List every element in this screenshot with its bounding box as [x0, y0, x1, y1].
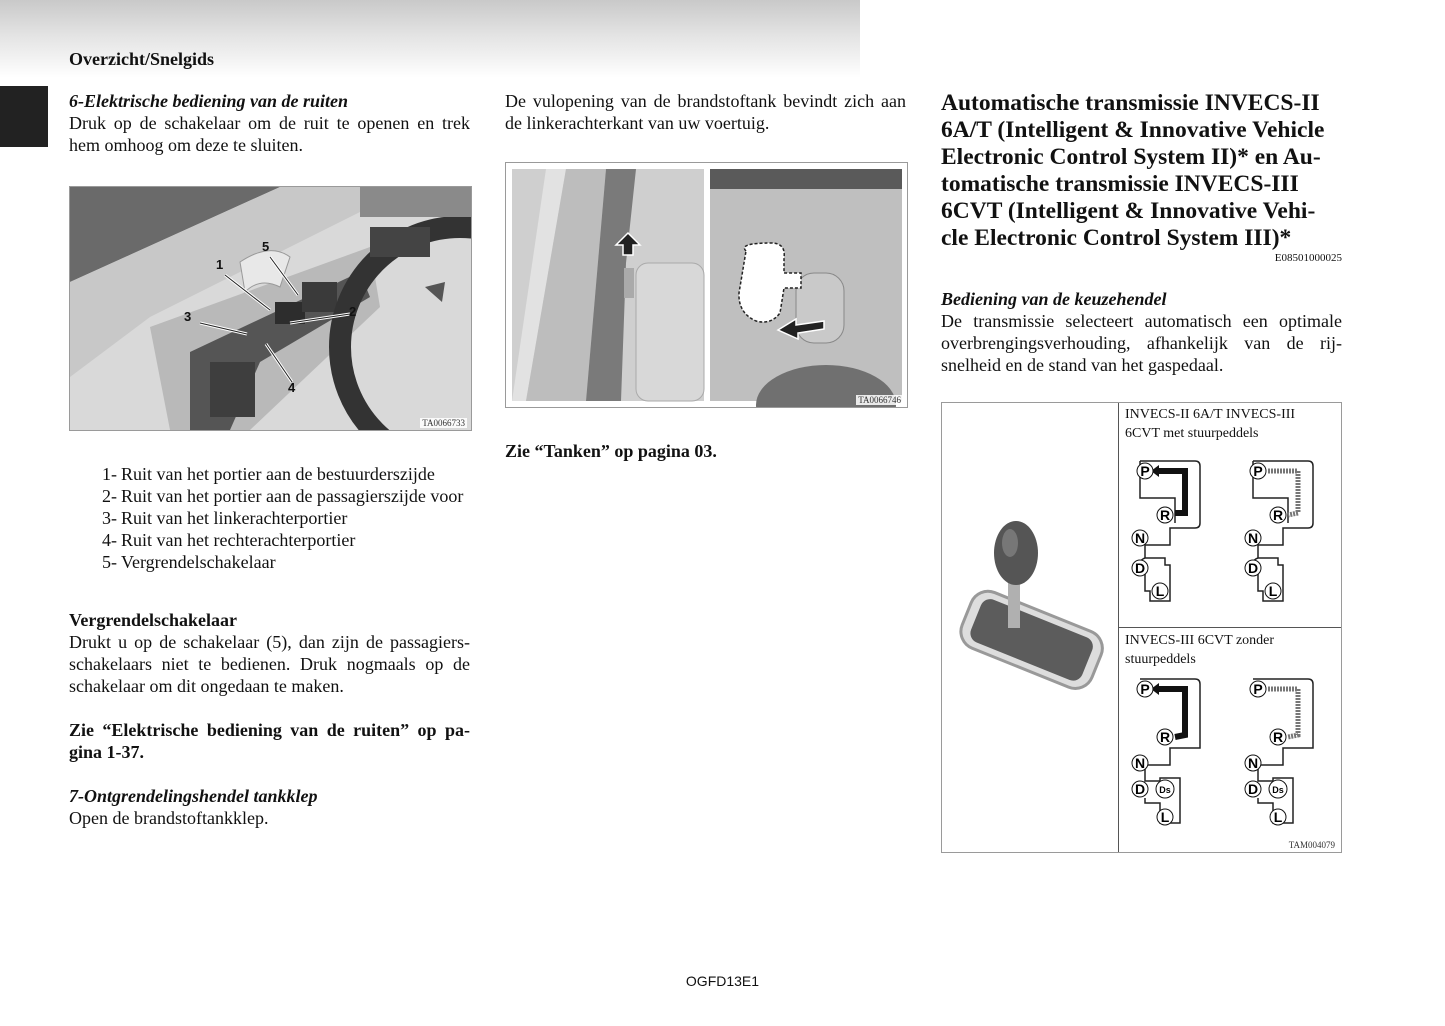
svg-text:D: D: [1247, 781, 1259, 797]
fuel-release-text: Open de brandstoftankklep.: [69, 808, 269, 828]
svg-text:D: D: [1134, 560, 1146, 576]
see-also-link[interactable]: Zie “Tanken” op pagina 03.: [505, 441, 717, 461]
list-item: 4- Ruit van het rechterachterportier: [102, 530, 356, 550]
svg-text:N: N: [1247, 530, 1259, 546]
svg-text:P: P: [1253, 463, 1263, 479]
fuel-door-illustration: [506, 163, 907, 407]
column-3: [941, 90, 1342, 376]
power-windows-intro: Druk op de schakelaar om de ruit te openen en trek hem omhoog om deze te sluiten.: [69, 113, 470, 155]
transmission-title: Automatische transmissie INVECS-II 6A/T (Intelligent & Innovative Vehicle Electronic Control System II)* en Au-tomatische transmissie INVECS-III 6CVT (Intelligent & Innovative Vehi-cle Electronic Control System III)*: [941, 90, 1325, 251]
lock-switch-text: Drukt u op de schakelaar (5), dan zijn de passagiers-schakelaars niet te bedienen. Druk nogmaals op de schakelaar om dit ongedaan te maken.: [69, 632, 470, 696]
list-item: 2- Ruit van het portier aan de passagierszijde voor: [102, 486, 464, 506]
heading-fuel-release: 7-Ontgrendelingshendel tankklep: [69, 786, 318, 806]
shift-lever-illustration: [942, 403, 1122, 852]
svg-text:Ds: Ds: [1272, 785, 1284, 795]
doc-code: E08501000025: [1274, 252, 1342, 264]
svg-text:R: R: [1272, 729, 1284, 745]
section-title: Overzicht/Snelgids: [69, 49, 214, 69]
callout-1: 1: [216, 257, 224, 272]
callout-3: 3: [184, 309, 192, 324]
svg-text:N: N: [1134, 530, 1146, 546]
svg-text:P: P: [1140, 463, 1150, 479]
list-item: 3- Ruit van het linkerachterportier: [102, 508, 348, 528]
tanken-reference: [505, 440, 906, 462]
column-1: [69, 90, 470, 156]
svg-text:L: L: [1273, 809, 1283, 825]
see-also-link[interactable]: Zie “Elektrische bediening van de ruiten” op pa-gina 1-37.: [69, 720, 470, 762]
door-panel-illustration: [70, 187, 471, 430]
lock-switch-section: [69, 609, 470, 829]
figure-code: TAM004079: [1288, 840, 1335, 850]
svg-text:R: R: [1272, 507, 1284, 523]
callout-2: 2: [349, 304, 357, 319]
selector-text: De transmissie selecteert automatisch een optimale overbrengingsverhouding, afhankelijk van de rij-snelheid en de stand van het gaspedaal.: [941, 311, 1342, 375]
svg-text:D: D: [1247, 560, 1259, 576]
power-window-figure: [69, 186, 472, 431]
column-2: [505, 90, 906, 134]
gate-diagram-without-paddles: [1125, 673, 1335, 838]
svg-text:D: D: [1134, 781, 1146, 797]
fuel-filler-intro: De vulopening van de brandstoftank bevindt zich aan de linkerachterkant van uw voertuig.: [505, 91, 906, 133]
svg-text:N: N: [1134, 755, 1146, 771]
chapter-tab: [0, 86, 48, 147]
svg-text:L: L: [1155, 583, 1165, 599]
svg-text:N: N: [1247, 755, 1259, 771]
svg-text:R: R: [1159, 507, 1171, 523]
panel-top-label: INVECS-II 6A/T INVECS-III 6CVT met stuurpeddels: [1125, 407, 1296, 441]
svg-text:R: R: [1159, 729, 1171, 745]
figure-code: TA0066733: [422, 418, 465, 428]
callout-4: 4: [288, 380, 296, 395]
callout-5: 5: [262, 239, 270, 254]
figure-code: TA0066746: [858, 395, 901, 405]
panel-bottom-label: INVECS-III 6CVT zonder stuurpeddels: [1125, 633, 1275, 667]
page-footer-code: OGFD13E1: [685, 973, 760, 989]
list-item: 5- Vergrendelschakelaar: [102, 552, 276, 572]
lock-switch-heading: Vergrendelschakelaar: [69, 610, 237, 630]
svg-text:L: L: [1160, 809, 1170, 825]
list-item: 1- Ruit van het portier aan de bestuurderszijde: [102, 464, 435, 484]
gate-diagram-with-paddles: [1125, 453, 1335, 618]
shift-pattern-figure: [941, 402, 1342, 853]
fuel-door-figure: [505, 162, 908, 408]
heading-power-windows: 6-Elektrische bediening van de ruiten: [69, 91, 348, 111]
selector-heading: Bediening van de keuzehendel: [941, 289, 1167, 309]
svg-text:Ds: Ds: [1159, 785, 1171, 795]
svg-text:L: L: [1268, 583, 1278, 599]
svg-text:P: P: [1140, 681, 1150, 697]
svg-text:P: P: [1253, 681, 1263, 697]
window-switch-list: [69, 463, 470, 573]
